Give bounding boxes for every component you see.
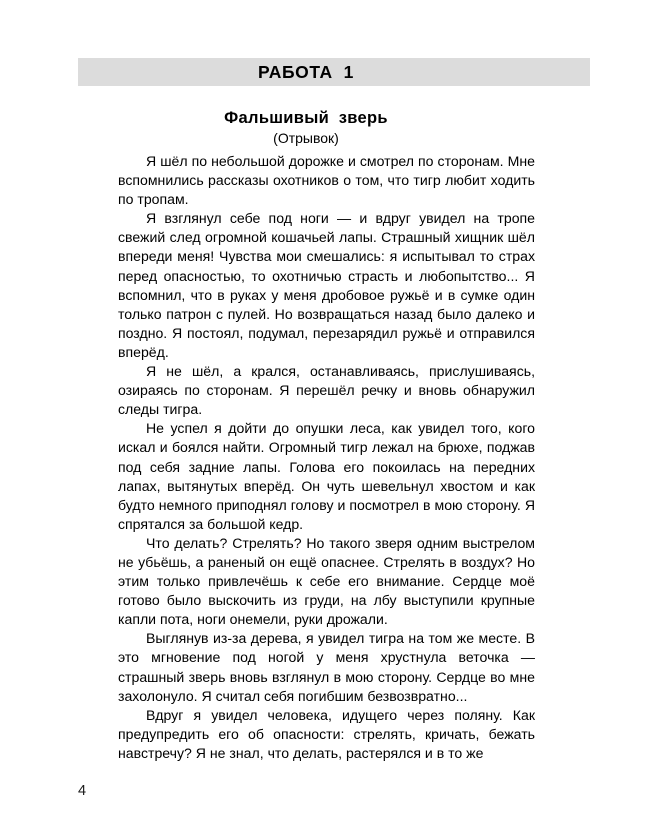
page-number: 4 bbox=[78, 783, 87, 799]
work-header-band bbox=[78, 58, 590, 86]
paragraph: Что делать? Стрелять? Но такого зверя одним выстрелом не убьёшь, а раненый он ещё опаснее. Стрелять в воздух? Но этим только привлечёшь к себе его внимание. Сердце моё готово было выскочить из груди, на лбу выступили крупные капли пота, ноги онемели, руки дрожали. bbox=[118, 534, 535, 628]
body-text-block bbox=[118, 152, 535, 763]
page-title: Фальшивый зверь bbox=[224, 109, 388, 127]
paragraph: Я взглянул себе под ноги — и вдруг увидел на тропе свежий след огромной кошачьей лапы. Страшный хищник шёл впереди меня! Чувства мои смешались: я испытывал то страх перед опасностью, то охотничью страсть и любопытство... Я вспомнил, что в руках у меня дробовое ружьё и в сумке один только патрон с пулей. Но возвращаться назад было далеко и поздно. Я постоял, подумал, перезарядил ружьё и отправился вперёд. bbox=[118, 210, 535, 360]
paragraph: Я шёл по небольшой дорожке и смотрел по сторонам. Мне вспомнились рассказы охотников о том, что тигр любит ходить по тропам. bbox=[118, 153, 535, 208]
paragraph: Вдруг я увидел человека, идущего через поляну. Как предупредить его об опасности: стрелять, кричать, бежать навстречу? Я не знал, что делать, растерялся и в то же bbox=[118, 706, 535, 761]
paragraph: Я не шёл, а крался, останавливаясь, прислушиваясь, озираясь по сторонам. Я перешёл речку и вновь обнаружил следы тигра. bbox=[118, 363, 535, 418]
work-header-label: РАБОТА 1 bbox=[257, 62, 355, 82]
title-block bbox=[78, 108, 534, 147]
paragraph: Выглянув из-за дерева, я увидел тигра на том же месте. В это мгновение под ногой у меня хрустнула веточка — страшный зверь вновь взглянул в мою сторону. Сердце во мне захолонуло. Я считал себя погибшим безвозвратно... bbox=[118, 630, 535, 704]
paragraph: Не успел я дойти до опушки леса, как увидел того, кого искал и боялся найти. Огромный тигр лежал на брюхе, поджав под себя задние лапы. Голова его покоилась на передних лапах, вытянутых вперёд. Он чуть шевельнул хвостом и как будто немного приподнял голову и посмотрел в мою сторону. Я спрятался за большой кедр. bbox=[118, 420, 535, 532]
page-subtitle: (Отрывок) bbox=[273, 130, 339, 146]
